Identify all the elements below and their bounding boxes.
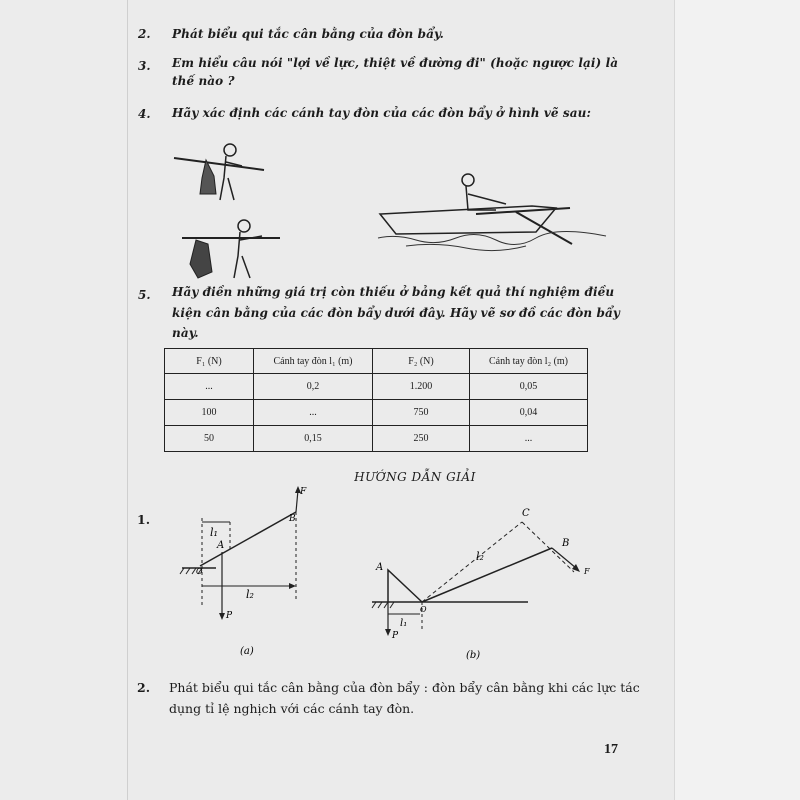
table-header-cell: F₁ (N) [165, 349, 254, 374]
table-header-cell: F₂ (N) [373, 349, 470, 374]
question-5-number: 5. [138, 288, 151, 302]
illustration-rowing-boat [376, 168, 616, 258]
figure-b-label-A: A [376, 562, 384, 573]
question-3-number: 3. [138, 59, 151, 73]
illustration-carrying-pole-2 [180, 214, 290, 284]
solution-2-line1: Phát biểu qui tắc cân bằng của đòn bẩy : đòn bẩy cân bằng khi các lực tác [169, 680, 640, 695]
figure-a-label-A: A [217, 540, 225, 551]
table-header-cell: Cánh tay đòn l₂ (m) [470, 349, 588, 374]
table-cell: ... [165, 374, 254, 400]
figure-b-label-O: O [420, 605, 427, 614]
table-header-cell: Cánh tay đòn l₁ (m) [254, 349, 373, 374]
solution-heading-text: HƯỚNG DẪN GIẢI [354, 470, 476, 484]
table-cell: 250 [373, 426, 470, 452]
results-table [164, 348, 588, 452]
figure-a-label-P: P [226, 611, 233, 621]
table-cell: 50 [165, 426, 254, 452]
figure-a-label-F: F [300, 487, 307, 497]
figure-a-label-l2: l₂ [246, 588, 254, 601]
page-number: 17 [604, 742, 618, 757]
table-cell: 750 [373, 400, 470, 426]
table-cell: 0,2 [254, 374, 373, 400]
solution-2-line2: dụng tỉ lệ nghịch với các cánh tay đòn. [169, 701, 415, 716]
table-row [165, 426, 588, 452]
table-header-row [165, 349, 588, 374]
solution-2-number: 2. [137, 680, 151, 695]
table-row [165, 400, 588, 426]
figure-a-label-O: O [196, 567, 203, 576]
figure-b-label-l2: l₂ [476, 550, 484, 563]
table-cell: 100 [165, 400, 254, 426]
question-3-line2: thế nào ? [172, 74, 235, 88]
question-3-line1: Em hiểu câu nói "lợi về lực, thiệt về đường đi" (hoặc ngược lại) là [172, 56, 619, 70]
solution-heading [0, 470, 800, 484]
lever-diagram-a [176, 482, 326, 662]
question-4-number: 4. [138, 107, 151, 121]
scan-margin-left [0, 0, 128, 800]
illustration-carrying-pole-1 [172, 138, 272, 208]
question-2-text: Phát biểu qui tắc cân bằng của đòn bẩy. [172, 27, 444, 41]
table-cell: 0,15 [254, 426, 373, 452]
question-5-line2: kiện cân bằng của các đòn bẩy dưới đây. Hãy vẽ sơ đồ các đòn bẩy [172, 306, 620, 320]
table-cell: ... [254, 400, 373, 426]
figure-a-label-l1: l₁ [210, 526, 218, 539]
question-5-line1: Hãy điền những giá trị còn thiếu ở bảng kết quả thí nghiệm điều [172, 285, 615, 299]
scan-margin-right [674, 0, 800, 800]
figure-b-label-F: F [584, 567, 590, 576]
figure-b-caption: (b) [466, 650, 481, 661]
figure-b-label-C: C [522, 508, 530, 519]
figure-a-caption: (a) [240, 646, 254, 657]
figure-a-label-B: B [289, 514, 296, 524]
table-cell: 1.200 [373, 374, 470, 400]
figure-b-label-B: B [562, 538, 570, 549]
figure-b-label-l1: l₁ [400, 618, 408, 629]
solution-1-number: 1. [137, 512, 151, 527]
figure-b-label-P: P [392, 631, 399, 641]
question-2-number: 2. [138, 27, 151, 41]
table-row [165, 374, 588, 400]
table-cell: ... [470, 426, 588, 452]
question-5-line3: này. [172, 326, 199, 340]
table-cell: 0,04 [470, 400, 588, 426]
question-4-text: Hãy xác định các cánh tay đòn của các đòn bẩy ở hình vẽ sau: [172, 106, 592, 120]
lever-diagram-b [362, 486, 602, 666]
table-cell: 0,05 [470, 374, 588, 400]
